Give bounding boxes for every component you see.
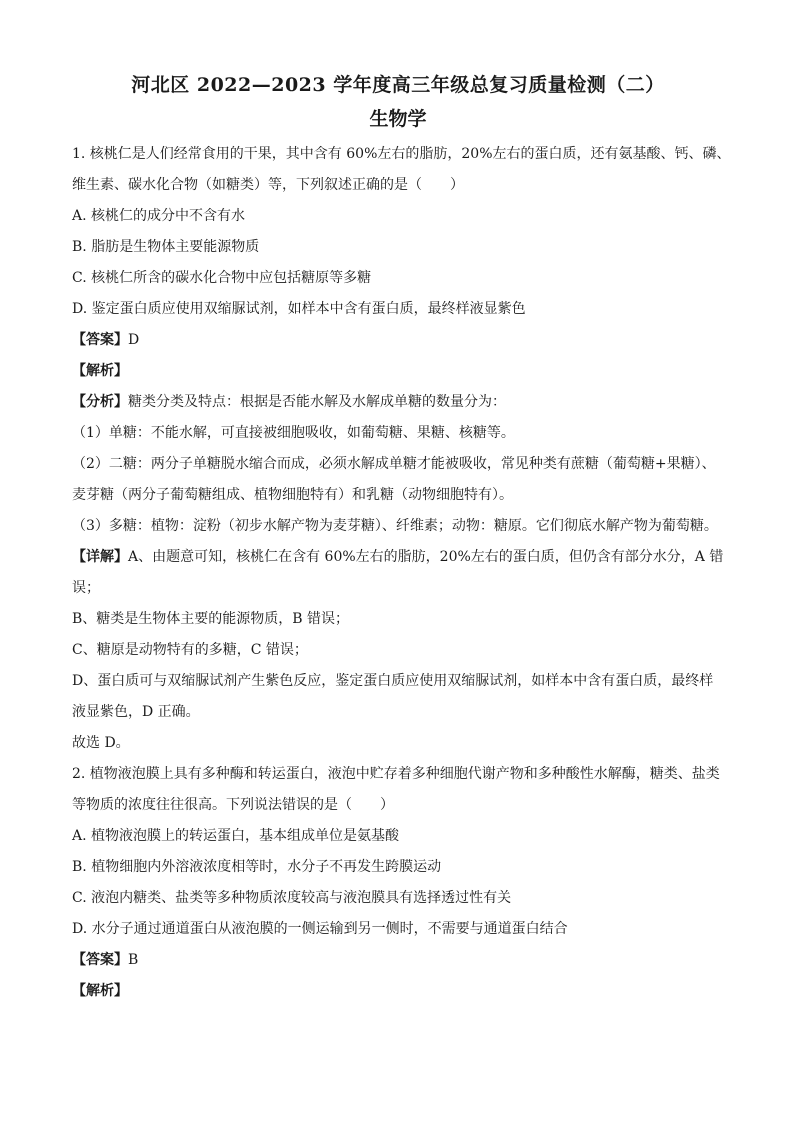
subject-title: 生物学 [369,108,427,130]
q1-detail-a2: 误； [72,580,100,596]
q1-answer [72,325,724,356]
q1-detail-d2: 液显紫色，D 正确。 [72,704,200,720]
q2-stem-line-1: 2. 植物液泡膜上具有多种酶和转运蛋白，液泡中贮存着多种细胞代谢产物和多种酸性水解酶，糖类、盐类 [72,766,720,782]
q1-stem-line-1: 1. 核桃仁是人们经常食用的干果，其中含有 60%左右的脂肪，20%左右的蛋白质，还有氨基酸、钙、磷、 [72,146,731,162]
q2-answer [72,945,724,976]
q1-analysis-heading [72,356,724,387]
q2-analysis-heading [72,976,724,1007]
q1-option-a: A. 核桃仁的成分中不含有水 [72,208,246,224]
page-title: 河北区 2022—2023 学年度高三年级总复习质量检测（二） [131,74,665,96]
q2-option-b: B. 植物细胞内外溶液浓度相等时，水分子不再发生跨膜运动 [72,859,442,875]
answer-tag: 【答案】 [72,952,128,968]
q1-point-2a: （2）二糖：两分子单糖脱水缩合而成，必须水解成单糖才能被吸收，常见种类有蔗糖（葡萄糖+果糖）、 [72,456,716,472]
q1-option-b: B. 脂肪是生物体主要能源物质 [72,239,260,255]
q1-stem-line-2: 维生素、碳水化合物（如糖类）等，下列叙述正确的是（ ） [72,177,464,193]
q1-conclusion: 故选 D。 [72,735,130,751]
answer-value: D [128,332,140,348]
q1-option-d: D. 鉴定蛋白质应使用双缩脲试剂，如样本中含有蛋白质，最终样液显紫色 [72,301,526,317]
detail-tag: 【详解】 [72,549,128,565]
q1-point-3: （3）多糖：植物：淀粉（初步水解产物为麦芽糖）、纤维素；动物：糖原。它们彻底水解产物为葡萄糖。 [72,518,718,534]
q1-detail-b: B、糖类是生物体主要的能源物质，B 错误； [72,611,350,627]
analysis-tag: 【解析】 [72,983,128,999]
analysis-tag: 【解析】 [72,363,128,379]
q2-option-c: C. 液泡内糖类、盐类等多种物质浓度较高与液泡膜具有选择透过性有关 [72,890,512,906]
q1-point-1: （1）单糖：不能水解，可直接被细胞吸收，如葡萄糖、果糖、核糖等。 [72,425,515,441]
document-body [72,139,731,1007]
q1-detail-d1: D、蛋白质可与双缩脲试剂产生紫色反应，鉴定蛋白质应使用双缩脲试剂，如样本中含有蛋白质，最终样 [72,673,714,689]
q1-detail-a1 [72,542,724,573]
q1-detail-c: C、糖原是动物特有的多糖，C 错误； [72,642,308,658]
q2-stem-line-2: 等物质的浓度往往很高。下列说法错误的是（ ） [72,797,394,813]
answer-value: B [128,952,139,968]
answer-tag: 【答案】 [72,332,128,348]
fenxi-tag: 【分析】 [72,394,128,410]
detail-a-text: A、由题意可知，核桃仁在含有 60%左右的脂肪，20%左右的蛋白质，但仍含有部分水分，A 错 [128,549,724,565]
q2-option-d: D. 水分子通过通道蛋白从液泡膜的一侧运输到另一侧时，不需要与通道蛋白结合 [72,921,568,937]
q1-fenxi [72,387,724,418]
q1-option-c: C. 核桃仁所含的碳水化合物中应包括糖原等多糖 [72,270,372,286]
fenxi-text: 糖类分类及特点：根据是否能水解及水解成单糖的数量分为： [128,394,506,410]
q2-option-a: A. 植物液泡膜上的转运蛋白，基本组成单位是氨基酸 [72,828,400,844]
q1-point-2b: 麦芽糖（两分子葡萄糖组成、植物细胞特有）和乳糖（动物细胞特有）。 [72,487,513,503]
